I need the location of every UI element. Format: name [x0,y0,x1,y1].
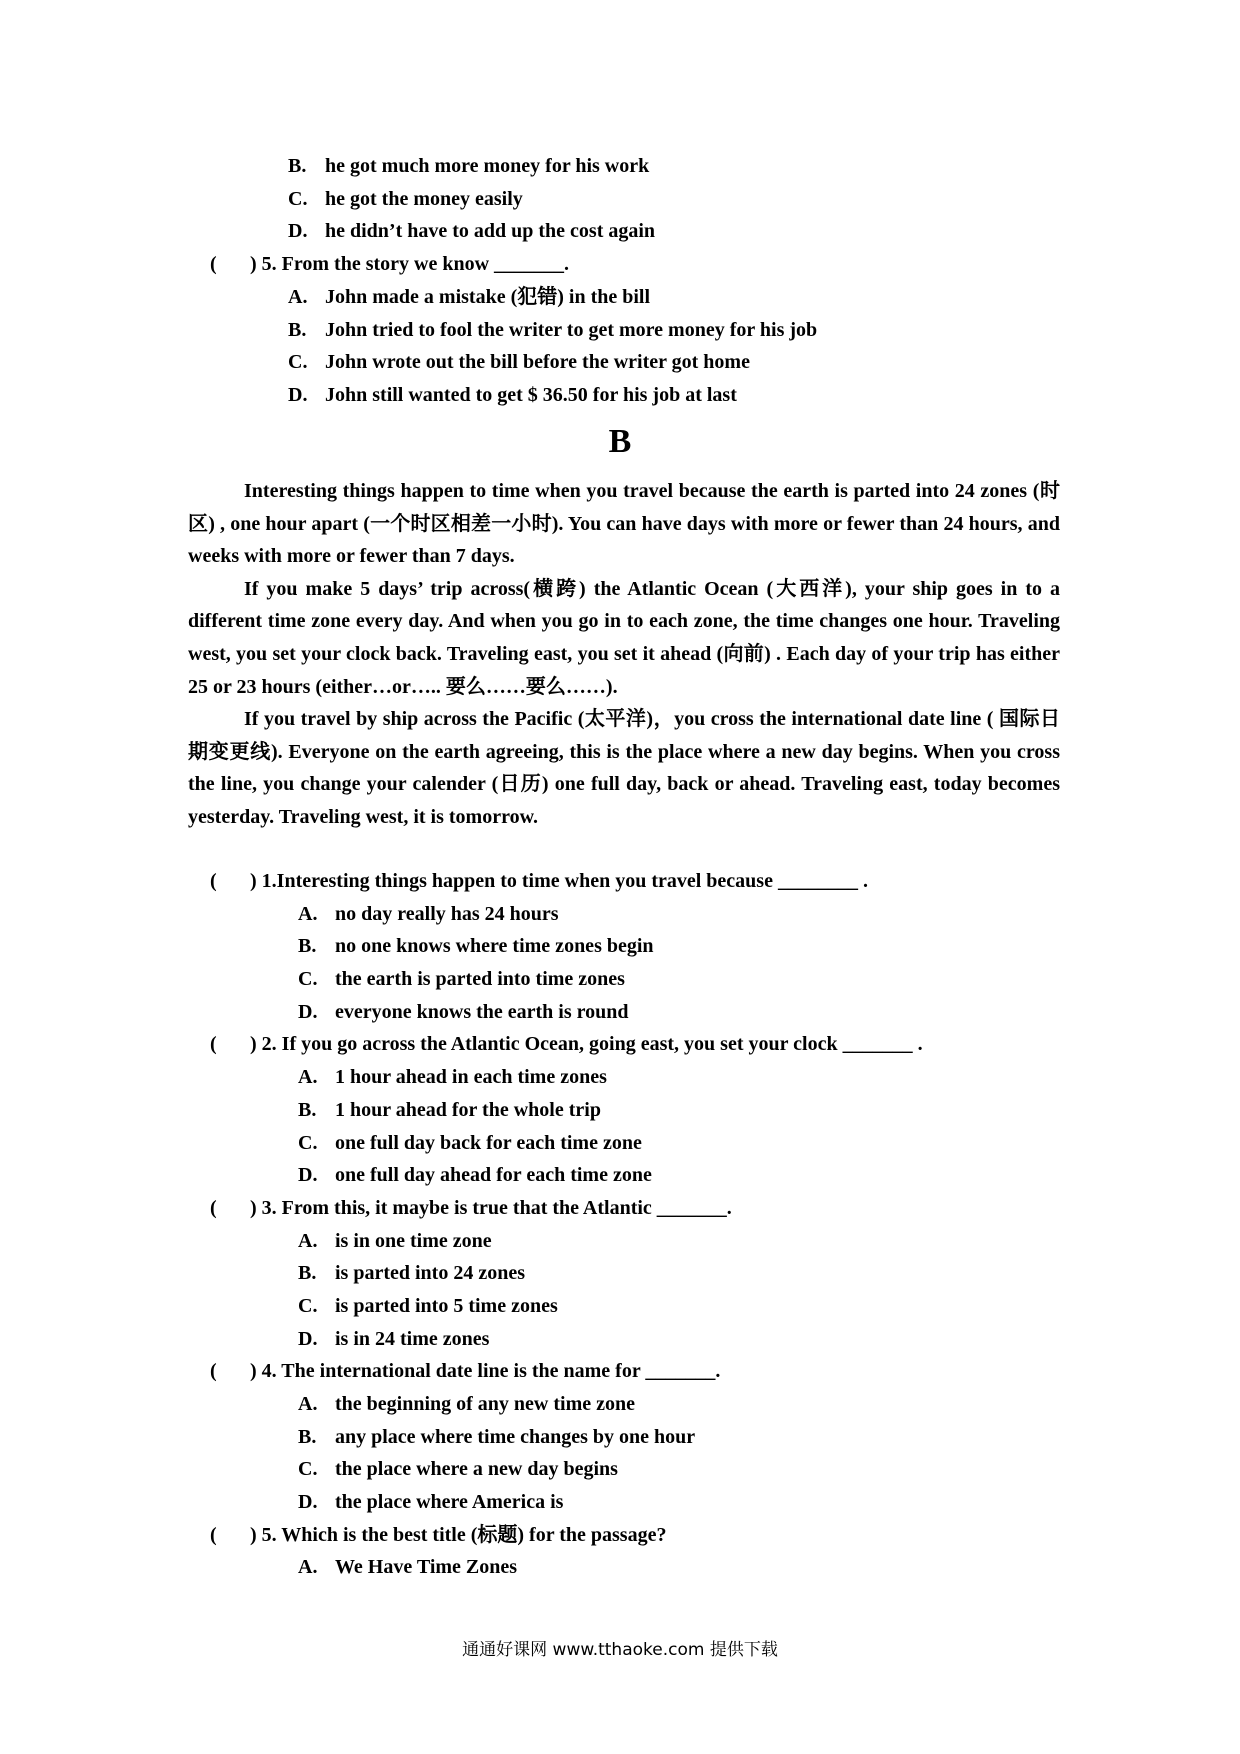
option-line [288,187,523,211]
option-text: one full day ahead for each time zone [335,1164,652,1186]
option-text: John made a mistake (犯错) in the bill [325,286,651,308]
option-line [298,1065,607,1089]
question-stem [210,1359,720,1383]
option-letter: C. [288,188,308,210]
option-line [288,383,737,407]
option-letter: D. [288,220,308,242]
option-line [298,1000,629,1024]
option-line [298,1261,525,1285]
option-letter: C. [298,1132,318,1154]
option-text: John still wanted to get $ 36.50 for his job at last [325,384,737,406]
option-line [298,934,654,958]
option-letter: D. [298,1164,318,1186]
option-letter: B. [298,1099,317,1121]
option-line [298,1229,492,1253]
option-text: 1 hour ahead in each time zones [335,1066,607,1088]
option-text: he got much more money for his work [325,155,650,177]
option-text: no one knows where time zones begin [335,935,654,957]
option-letter: D. [298,1001,318,1023]
option-letter: C. [298,1458,318,1480]
option-text: the place where America is [335,1491,564,1513]
option-letter: D. [298,1491,318,1513]
option-letter: B. [288,319,307,341]
answer-paren: ( [210,1033,217,1055]
question-text: ) 5. Which is the best title (标题) for the passage? [250,1524,667,1546]
option-line [298,1131,642,1155]
option-letter: D. [298,1328,318,1350]
option-line [298,902,559,926]
passage-paragraph: If you travel by ship across the Pacific (太平洋)，you cross the international date line ( 国际日期变更线). Everyone on the earth agreeing, this is the place where a new day begins. When you cross the line, you change your calender (日历) one full day, back or ahead. Traveling east, today becomes yesterday. Traveling west, it is tomorrow. [188,708,1060,828]
passage-paragraph: If you make 5 days’ trip across(横跨) the Atlantic Ocean (大西洋), your ship goes in to a different time zone every day. And when you go in to each zone, the time changes one hour. Traveling west, you set your clock back. Traveling east, you set it ahead (向前) . Each day of your trip has either 25 or 23 hours (either…or….. 要么……要么……). [188,577,1060,698]
option-text: the place where a new day begins [335,1458,618,1480]
reading-passage [188,475,1060,834]
option-line [298,1490,563,1514]
question-stem [210,252,569,276]
page-footer: 通通好课网 www.tthaoke.com 提供下载 [462,1640,778,1660]
option-letter: B. [298,1426,317,1448]
question-text: ) 2. If you go across the Atlantic Ocean, going east, you set your clock _______ . [250,1033,923,1055]
option-letter: B. [298,1262,317,1284]
option-line [298,1294,558,1318]
option-text: is in one time zone [335,1230,492,1252]
option-letter: B. [298,935,317,957]
option-text: no day really has 24 hours [335,903,559,925]
option-letter: C. [288,351,308,373]
option-line [298,1163,652,1187]
question-stem [210,869,868,893]
option-text: he got the money easily [325,188,523,210]
option-text: 1 hour ahead for the whole trip [335,1099,601,1121]
option-text: We Have Time Zones [335,1556,518,1578]
option-letter: D. [288,384,308,406]
option-line [288,350,750,374]
option-text: is in 24 time zones [335,1328,490,1350]
option-letter: A. [298,1393,318,1415]
option-text: everyone knows the earth is round [335,1001,629,1023]
option-line [298,1457,618,1481]
option-letter: A. [298,1066,318,1088]
option-text: the beginning of any new time zone [335,1393,635,1415]
option-letter: C. [298,1295,318,1317]
option-line [298,1555,517,1579]
answer-paren: ( [210,1524,217,1546]
option-text: the earth is parted into time zones [335,968,625,990]
option-letter: A. [298,1556,318,1578]
answer-paren: ( [210,253,217,275]
question-text: ) 1.Interesting things happen to time when you travel because ________ . [250,870,868,892]
question-text: ) 5. From the story we know _______. [250,253,570,275]
option-line [298,1392,635,1416]
option-line [288,219,655,243]
option-line [288,285,650,309]
option-letter: C. [298,968,318,990]
question-stem [210,1523,666,1547]
option-line [298,1098,601,1122]
option-line [298,1425,695,1449]
option-letter: A. [288,286,308,308]
option-letter: A. [298,1230,318,1252]
answer-paren: ( [210,1360,217,1382]
option-text: is parted into 24 zones [335,1262,525,1284]
section-heading: B [608,423,632,460]
option-text: any place where time changes by one hour [335,1426,696,1448]
option-line [288,154,649,178]
option-text: he didn’t have to add up the cost again [325,220,656,242]
question-text: ) 4. The international date line is the name for _______. [250,1360,721,1382]
option-letter: B. [288,155,307,177]
question-stem [210,1032,923,1056]
answer-paren: ( [210,870,217,892]
question-text: ) 3. From this, it maybe is true that the Atlantic _______. [250,1197,732,1219]
answer-paren: ( [210,1197,217,1219]
option-line [298,967,625,991]
option-line [288,318,817,342]
question-stem [210,1196,732,1220]
option-line [298,1327,489,1351]
option-text: is parted into 5 time zones [335,1295,558,1317]
option-letter: A. [298,903,318,925]
option-text: one full day back for each time zone [335,1132,642,1154]
option-text: John wrote out the bill before the writer got home [325,351,750,373]
passage-paragraph: Interesting things happen to time when you travel because the earth is parted into 24 zones (时区) , one hour apart (一个时区相差一小时). You can have days with more or fewer than 24 hours, and weeks with more or fewer than 7 days. [188,480,1060,568]
option-text: John tried to fool the writer to get more money for his job [325,319,818,341]
